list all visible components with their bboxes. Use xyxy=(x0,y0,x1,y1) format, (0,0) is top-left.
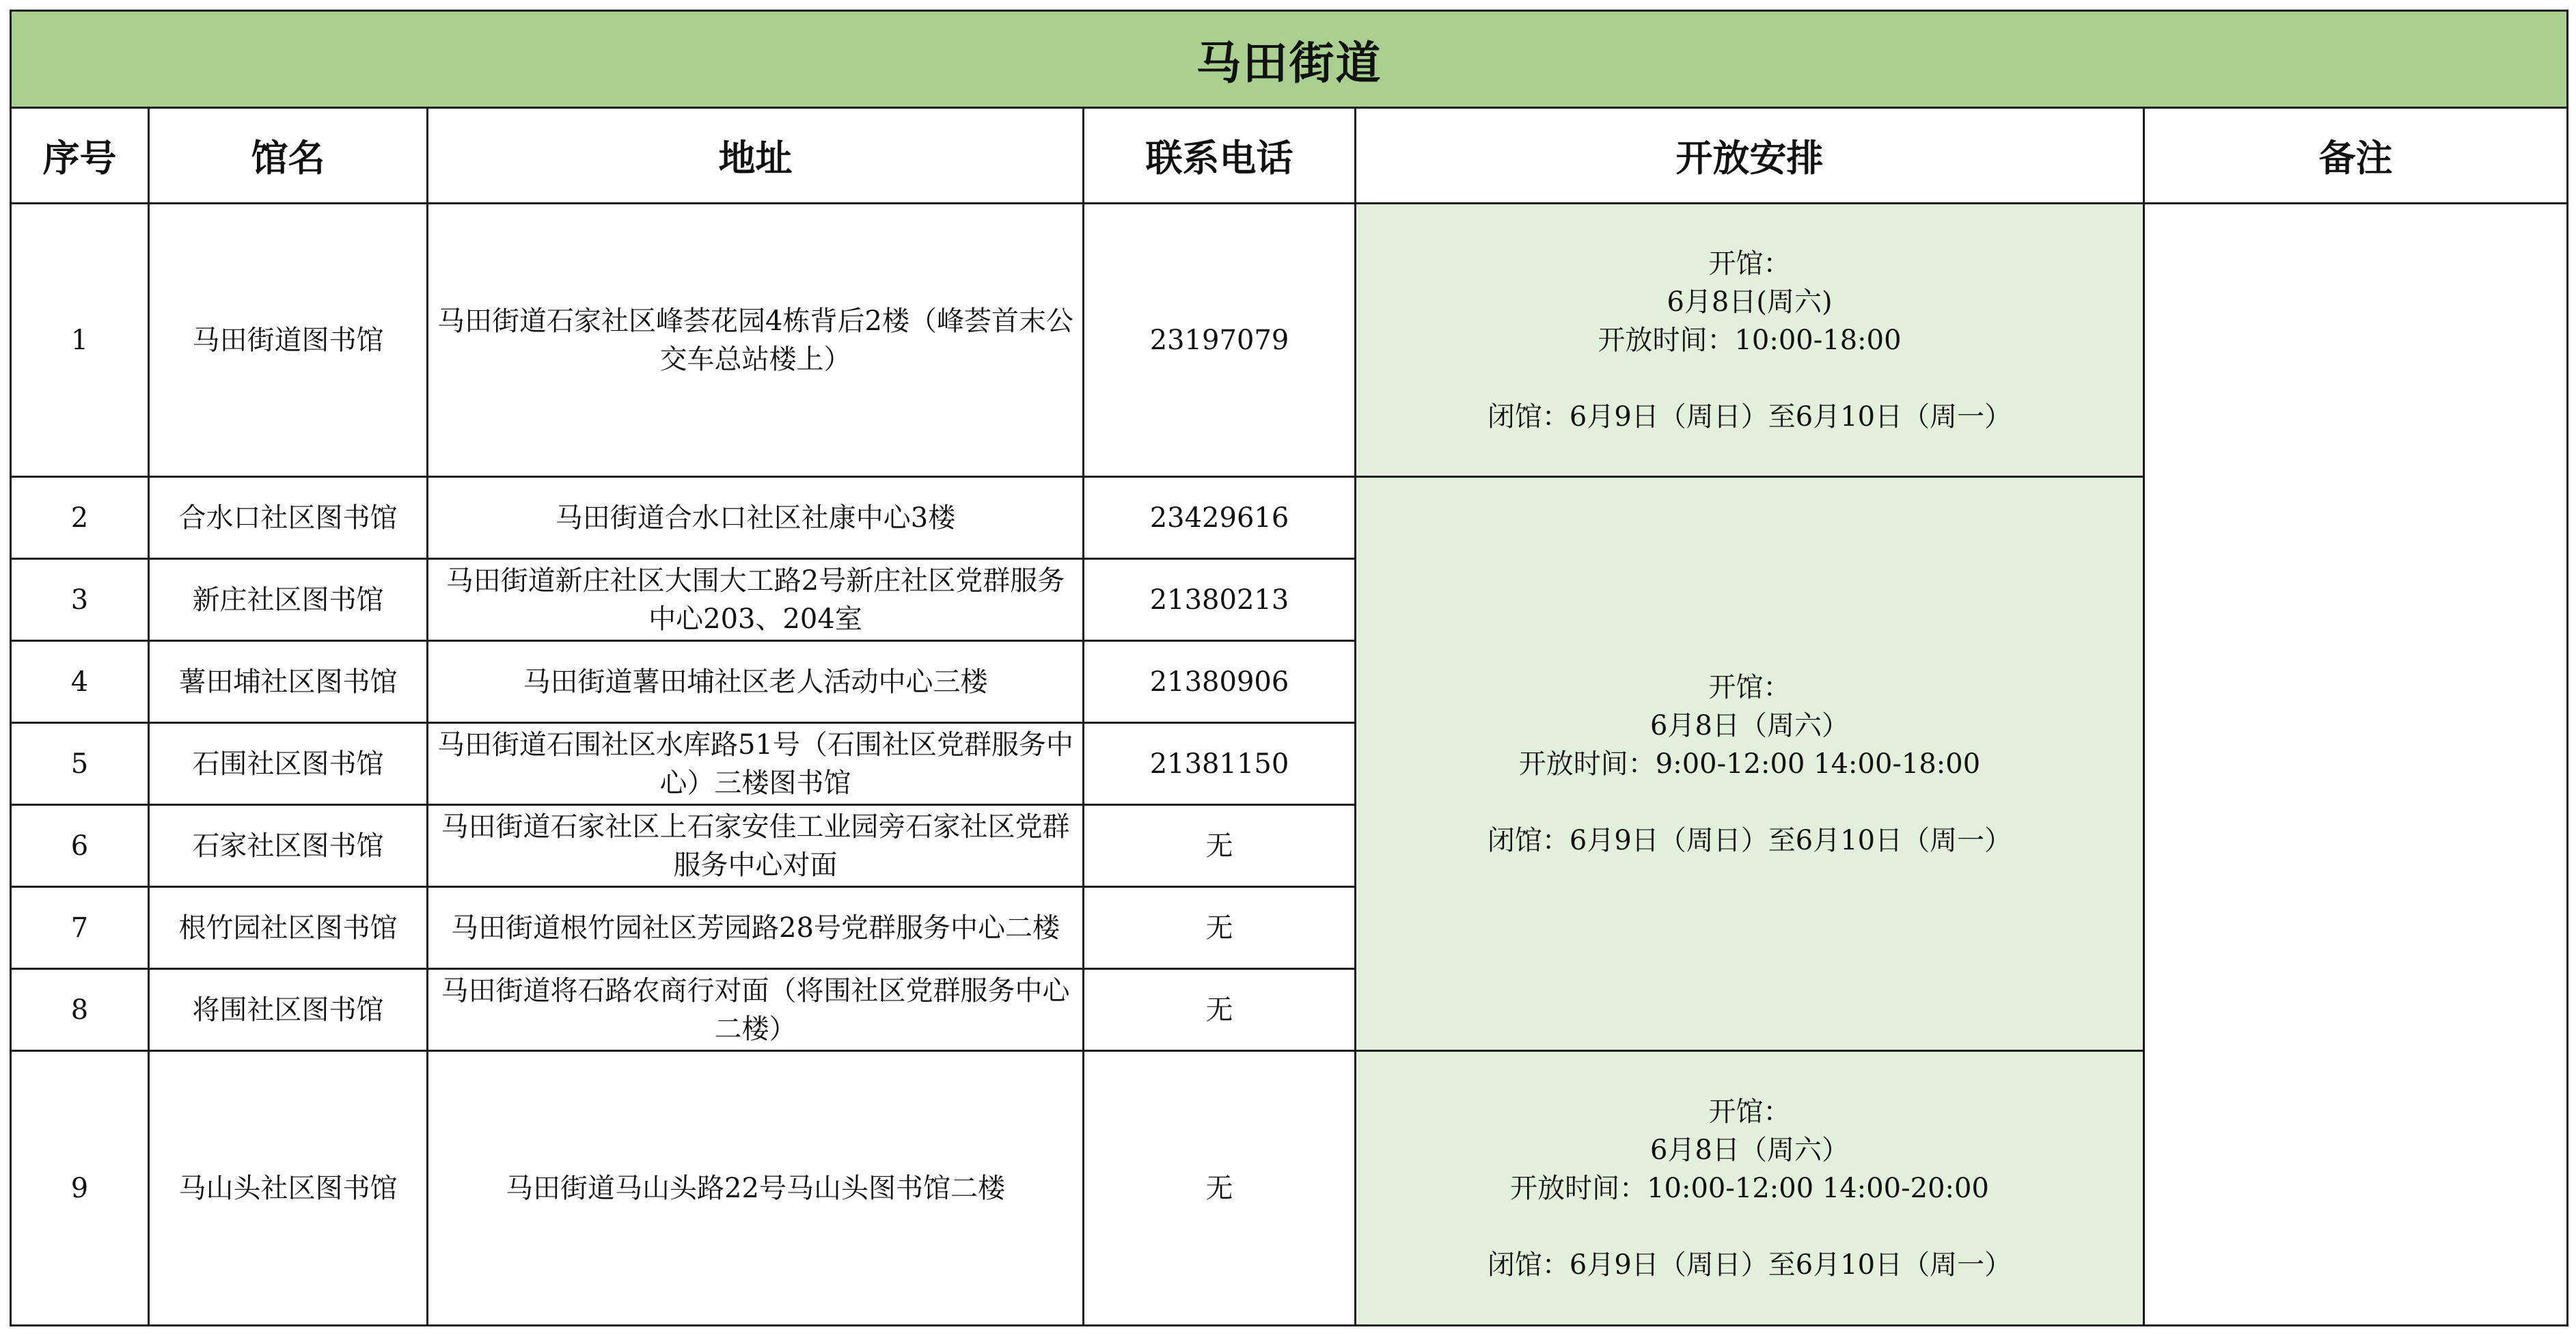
schedule-spacer xyxy=(1363,359,2136,398)
row-library-name: 根竹园社区图书馆 xyxy=(149,887,428,969)
header-remarks: 备注 xyxy=(2144,108,2568,204)
row-address: 马田街道合水口社区社康中心3楼 xyxy=(428,477,1084,559)
row-address: 马田街道石家社区峰荟花园4栋背后2楼（峰荟首末公交车总站楼上） xyxy=(428,204,1084,477)
title-row xyxy=(11,11,2568,108)
schedule-hours: 开放时间：10:00-18:00 xyxy=(1598,324,1902,356)
row-library-name: 合水口社区图书馆 xyxy=(149,477,428,559)
schedule-spacer xyxy=(1363,783,2136,821)
row-phone: 无 xyxy=(1084,887,1356,969)
row-library-name: 马山头社区图书馆 xyxy=(149,1051,428,1326)
schedule-closed: 闭馆：6月9日（周日）至6月10日（周一） xyxy=(1487,400,2012,433)
header-seq: 序号 xyxy=(11,108,149,204)
row-seq: 7 xyxy=(11,887,149,969)
row-address: 马田街道石围社区水库路51号（石围社区党群服务中心）三楼图书馆 xyxy=(428,723,1084,805)
row-phone: 无 xyxy=(1084,1051,1356,1326)
header-phone: 联系电话 xyxy=(1084,108,1356,204)
schedule-open-label: 开馆： xyxy=(1708,247,1791,280)
row-address: 马田街道马山头路22号马山头图书馆二楼 xyxy=(428,1051,1084,1326)
row-phone: 21380906 xyxy=(1084,641,1356,723)
row-phone: 21381150 xyxy=(1084,723,1356,805)
row-address: 马田街道薯田埔社区老人活动中心三楼 xyxy=(428,641,1084,723)
schedule-block-3 xyxy=(1356,1051,2144,1326)
row-seq: 6 xyxy=(11,805,149,887)
header-name: 馆名 xyxy=(149,108,428,204)
schedule-open-date: 6月8日（周六） xyxy=(1650,1134,1849,1166)
schedule-open-date: 6月8日（周六） xyxy=(1650,709,1849,741)
row-seq: 3 xyxy=(11,559,149,641)
row-phone: 无 xyxy=(1084,805,1356,887)
row-address: 马田街道新庄社区大围大工路2号新庄社区党群服务中心203、204室 xyxy=(428,559,1084,641)
schedule-closed: 闭馆：6月9日（周日）至6月10日（周一） xyxy=(1487,1249,2012,1281)
remarks-cell xyxy=(2144,204,2568,1326)
row-seq: 2 xyxy=(11,477,149,559)
header-schedule: 开放安排 xyxy=(1356,108,2144,204)
table-row xyxy=(11,204,2568,477)
row-library-name: 马田街道图书馆 xyxy=(149,204,428,477)
row-phone: 无 xyxy=(1084,969,1356,1051)
row-seq: 4 xyxy=(11,641,149,723)
row-library-name: 石家社区图书馆 xyxy=(149,805,428,887)
row-address: 马田街道石家社区上石家安佳工业园旁石家社区党群服务中心对面 xyxy=(428,805,1084,887)
row-library-name: 薯田埔社区图书馆 xyxy=(149,641,428,723)
schedule-hours: 开放时间：9:00-12:00 14:00-18:00 xyxy=(1518,748,1981,780)
schedule-spacer xyxy=(1363,1208,2136,1246)
row-seq: 5 xyxy=(11,723,149,805)
row-library-name: 新庄社区图书馆 xyxy=(149,559,428,641)
row-library-name: 将围社区图书馆 xyxy=(149,969,428,1051)
sheet-title: 马田街道 xyxy=(11,11,2568,108)
row-seq: 9 xyxy=(11,1051,149,1326)
row-phone: 23429616 xyxy=(1084,477,1356,559)
row-seq: 8 xyxy=(11,969,149,1051)
row-library-name: 石围社区图书馆 xyxy=(149,723,428,805)
schedule-block-2 xyxy=(1356,477,2144,1051)
row-phone: 21380213 xyxy=(1084,559,1356,641)
schedule-open-date: 6月8日(周六) xyxy=(1667,286,1833,318)
schedule-open-label: 开馆： xyxy=(1708,671,1791,703)
schedule-open-label: 开馆： xyxy=(1708,1095,1791,1128)
row-phone: 23197079 xyxy=(1084,204,1356,477)
row-address: 马田街道根竹园社区芳园路28号党群服务中心二楼 xyxy=(428,887,1084,969)
schedule-block-1 xyxy=(1356,204,2144,477)
header-address: 地址 xyxy=(428,108,1084,204)
row-address: 马田街道将石路农商行对面（将围社区党群服务中心二楼） xyxy=(428,969,1084,1051)
schedule-closed: 闭馆：6月9日（周日）至6月10日（周一） xyxy=(1487,824,2012,856)
library-schedule-table xyxy=(10,10,2568,1326)
header-row xyxy=(11,108,2568,204)
row-seq: 1 xyxy=(11,204,149,477)
schedule-hours: 开放时间：10:00-12:00 14:00-20:00 xyxy=(1510,1172,1989,1204)
